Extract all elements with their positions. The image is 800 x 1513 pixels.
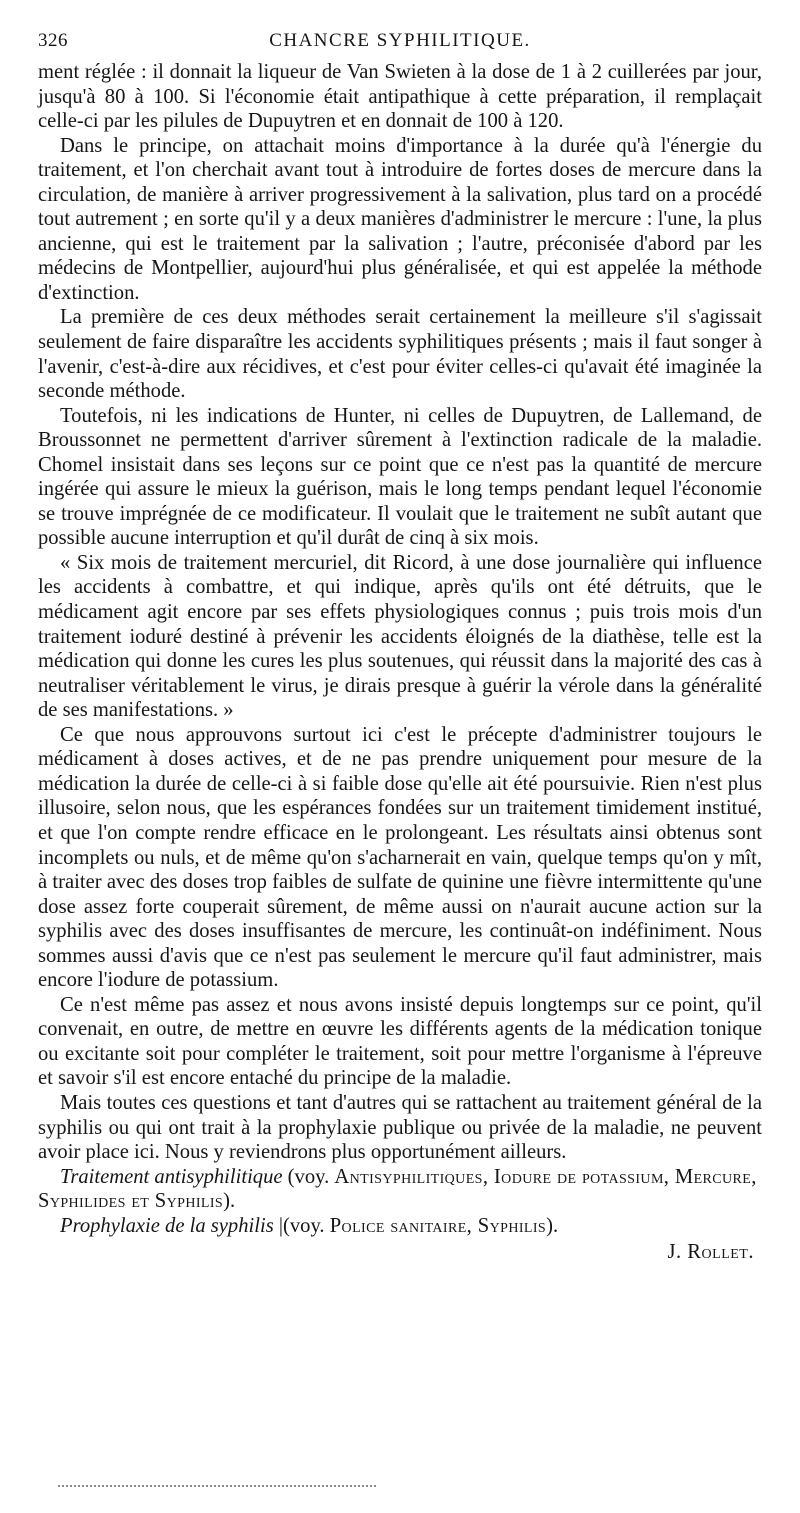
cross-reference-label: Traitement antisyphilitique [60, 1165, 283, 1188]
cross-reference-close: ). [546, 1214, 559, 1237]
article-body [38, 60, 762, 1265]
page-number: 326 [38, 30, 68, 51]
paragraph-2: Dans le principe, on attachait moins d'importance à la durée qu'à l'énergie du traitement, et l'on cherchait avant tout à introduire de fortes doses de mercure dans la circulation, de manière à arriver progressivement à la salivation, plus tard on a procédé tout autrement ; en sorte qu'il y a deux manières d'administrer le mercure : l'une, la plus ancienne, qui est le traitement par la salivation ; l'autre, préconisée d'abord par les médecins de Montpellier, aujourd'hui plus généralisée, et qui est appelée la méthode d'extinction. [38, 134, 762, 304]
paragraph-7: Ce n'est même pas assez et nous avons insisté depuis longtemps sur ce point, qu'il convenait, en outre, de mettre en œuvre les différents agents de la médication tonique ou excitante soit pour compléter le traitement, soit pour mettre l'organisme à l'épreuve et savoir s'il est encore entaché du principe de la maladie. [38, 993, 762, 1090]
cross-reference-label: Prophylaxie de la syphilis [60, 1214, 274, 1237]
cross-reference-open: (voy. [282, 1165, 335, 1188]
cross-reference-targets[interactable]: Police sanitaire, Syphilis [329, 1214, 547, 1237]
paragraph-4: Toutefois, ni les indications de Hunter, ni celles de Dupuytren, de Lallemand, de Broussonnet ne permettent d'arriver sûrement à l'extinction radicale de la maladie. Chomel insistait dans ses leçons sur ce point que ce n'est pas la quantité de mercure ingérée qui assure le mieux la guérison, mais le long temps pendant lequel l'économie se trouve imprégnée de ce modificateur. Il voulait que le traitement ne subît autant que possible aucune interruption et qu'il durât de cinq à six mois. [38, 404, 762, 550]
author-signature: J. Rollet. [667, 1241, 754, 1264]
cross-reference-open: |(voy. [273, 1214, 330, 1237]
paragraph-3: La première de ces deux méthodes serait certainement la meilleure s'il s'agissait seulement de faire disparaître les accidents syphilitiques présents ; mais il faut songer à l'avenir, c'est-à-dire aux récidives, et c'est pour éviter celles-ci qu'avait été imaginée la seconde méthode. [38, 306, 762, 403]
running-title: CHANCRE SYPHILITIQUE. [269, 30, 531, 51]
paragraph-8: Mais toutes ces questions et tant d'autres qui se rattachent au traitement général de la syphilis ou qui ont trait à la prophylaxie publique ou privée de la maladie, ne peuvent avoir place ici. Nous y reviendrons plus opportunément ailleurs. [38, 1091, 762, 1164]
cross-reference-close: ). [223, 1190, 236, 1213]
running-head [38, 30, 762, 60]
cross-reference-prophylaxis [38, 1214, 762, 1239]
footer-rule [58, 1485, 376, 1487]
paragraph-5-ricord-quote: « Six mois de traitement mercuriel, dit Ricord, à une dose journalière qui influence les accidents à combattre, et qui indique, après qu'ils ont été détruits, que le médicament agit encore par ses effets physiologiques connus ; puis trois mois d'un traitement ioduré destiné à prévenir les accidents éloignés de la diathèse, telle est la médication qui donne les cures les plus soutenues, qui réussit dans la majorité des cas à neutraliser véritablement le virus, je dirais presque à guérir la vérole dans la généralité de ses manifestations. » [38, 551, 762, 722]
paragraph-6: Ce que nous approuvons surtout ici c'est le précepte d'administrer toujours le médicament à doses actives, et de ne pas prendre uniquement pour mesure de la médication la durée de celle-ci à si faible dose qu'elle ait été poursuivie. Rien n'est plus illusoire, selon nous, que les espérances fondées sur un traitement timidement institué, et que l'on compte rendre efficace en le prolongeant. Les résultats ainsi obtenus sont incomplets ou nuls, et de même qu'on s'acharnerait en vain, quelque temps qu'on y mît, à traiter avec des doses trop faibles de sulfate de quinine une fièvre intermittente qu'une dose assez forte couperait sûrement, de même aussi on n'aurait aucune action sur la syphilis avec des doses insuffisantes de mercure, les continuât-on indéfiniment. Nous sommes aussi d'avis que ce n'est pas seulement le mercure qu'il faut administrer, mais encore l'iodure de potassium. [38, 723, 762, 992]
cross-reference-treatment [38, 1165, 762, 1214]
page [38, 30, 762, 1265]
cross-reference-targets[interactable]: Antisyphilitiques, Iodure de potassium, Mercure, Syphilides et Syphilis [38, 1165, 757, 1213]
paragraph-1: ment réglée : il donnait la liqueur de Van Swieten à la dose de 1 à 2 cuillerées par jour, jusqu'à 80 à 100. Si l'économie était antipathique à cette préparation, il remplaçait celle-ci par les pilules de Dupuytren et en donnait de 100 à 120. [38, 61, 762, 133]
